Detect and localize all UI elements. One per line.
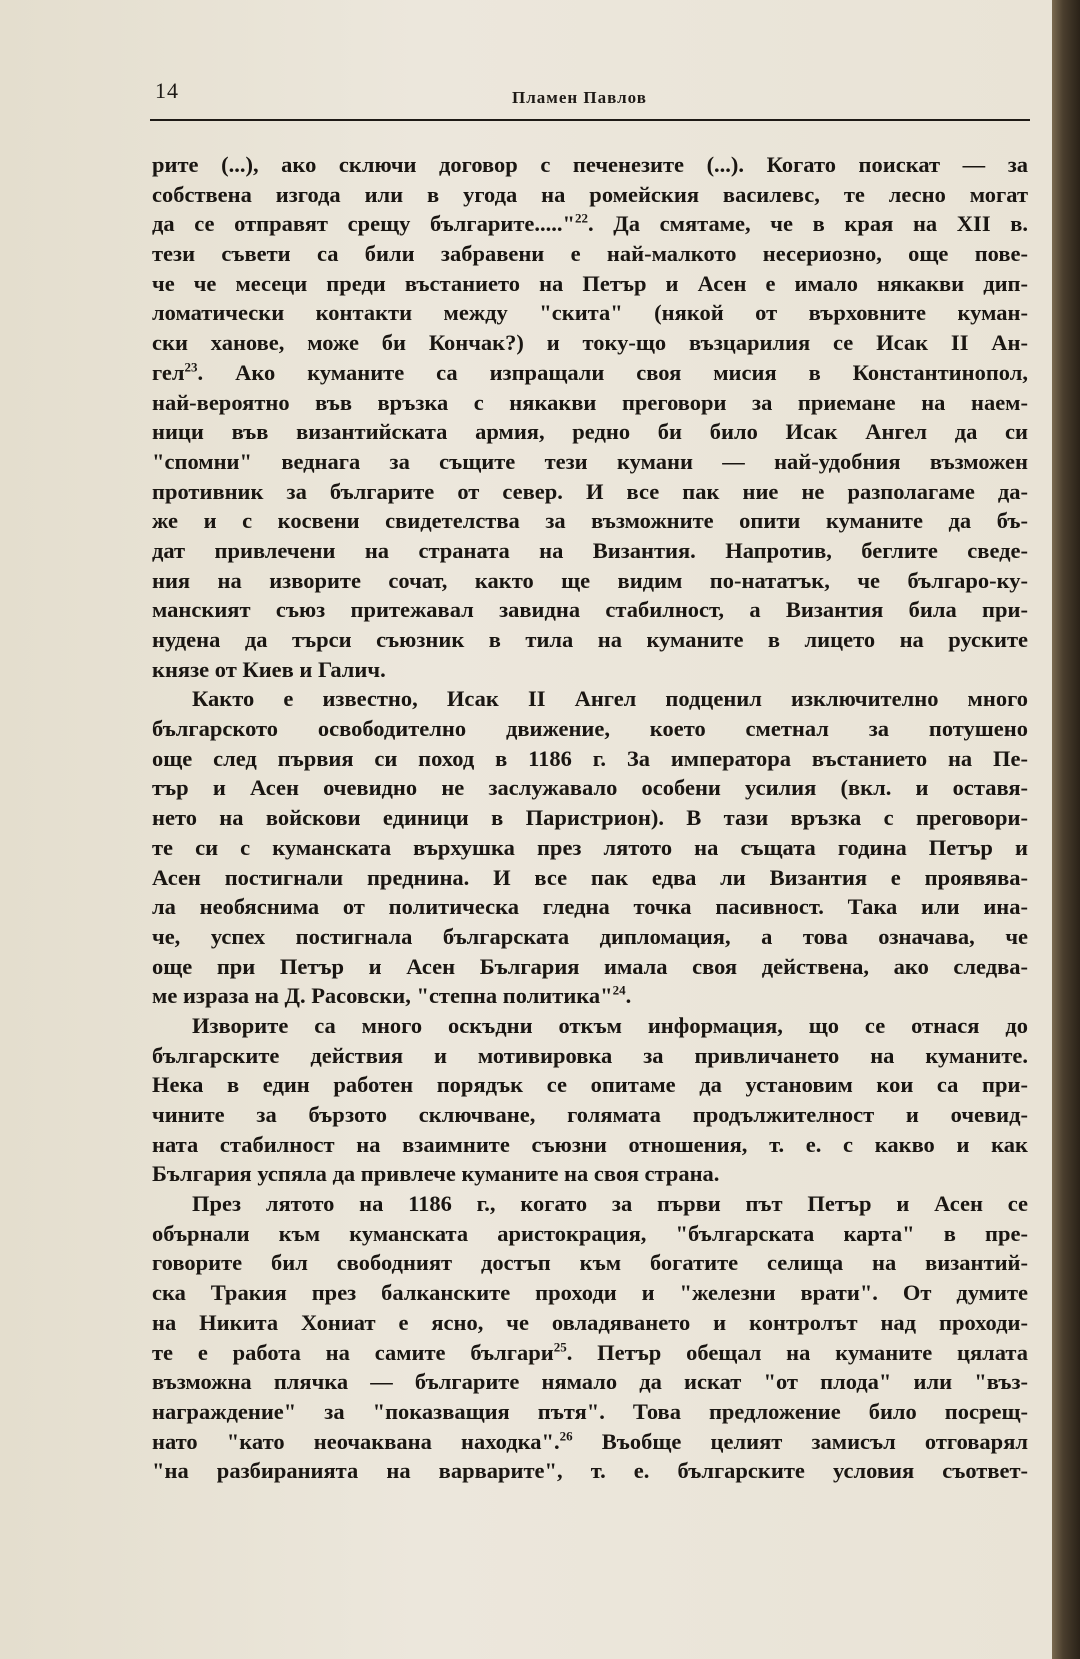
text-line: говорите бил свободният достъп към богатите селища на византий- [152, 1250, 1028, 1276]
text-line: българските действия и мотивировка за привличането на куманите. [152, 1042, 1028, 1068]
text-line: ната стабилност на взаимните съюзни отношения, т. е. с какво и как [152, 1131, 1028, 1157]
header-rule [150, 119, 1030, 121]
footnote-ref: 25 [553, 1339, 567, 1354]
page-edge-shadow [1052, 0, 1080, 1659]
footnote-ref: 26 [559, 1428, 573, 1444]
text-line: тези съвети са били забравени е най-малкото несериозно, още пове- [152, 241, 1028, 267]
text-line: ска Тракия през балканските проходи и "железни врати". От думите [152, 1280, 1028, 1306]
page-number: 14 [155, 78, 179, 103]
text-line: България успяла да привлече куманите на своя страна. [152, 1161, 720, 1187]
text-line: на Никита Хониат е ясно, че овладяването и контролът над проходи- [152, 1309, 1028, 1335]
text-line: дат привлечени на страната на Византия. Напротив, беглите сведе- [152, 537, 1028, 563]
text-line: ници във византийската армия, редно би било Исак Ангел да си [152, 419, 1028, 445]
text-line: те е работа на самите българи$^{25}$. Петър обещал на куманите цялата [152, 1339, 1028, 1365]
text-line: още след първия си поход в 1186 г. За императора въстанието на Пе- [152, 745, 1028, 771]
text-line: князе от Киев и Галич. [152, 656, 386, 682]
text-line: Нека в един работен порядък се опитаме да установим кои са при- [152, 1072, 1028, 1098]
text-line: Както е известно, Исак II Ангел подценил изключително много [192, 686, 1028, 712]
text-line: възможна плячка — българите нямало да искат "от плода" или "въз- [152, 1369, 1028, 1395]
text-line: нето на войскови единици в Паристрион). В тази връзка с преговори- [152, 805, 1028, 831]
text-line: "спомни" веднага за същите тези кумани — най-удобния възможен [152, 448, 1028, 474]
text-line: ме израза на Д. Расовски, "степна политика"$^{24}$. [152, 982, 632, 1009]
footnote-ref: 24 [612, 982, 626, 998]
text-line: ломатически контакти между "скита" (някой от върховните куман- [152, 300, 1028, 326]
text-line: През лятото на 1186 г., когато за първи път Петър и Асен се [192, 1191, 1028, 1217]
text-line: Асен постигнали преднина. И все пак едва ли Византия е проявявa- [152, 864, 1028, 890]
running-head-author: Пламен Павлов [512, 88, 647, 107]
text-line: ски ханове, може би Кончак?) и току-що възцарилия се Исак II Ан- [152, 330, 1028, 356]
footnote-ref: 22 [575, 210, 589, 226]
text-line: българското освободително движение, което сметнал за потушено [152, 716, 1028, 742]
text-line: гел$^{23}$. Ако куманите са изпращали своя мисия в Константинопол, [152, 359, 1028, 385]
text-line: нудена да търси съюзник в тила на куманите в лицето на руските [152, 627, 1028, 652]
text-line: че че месеци преди въстанието на Петър и Асен е имало някакви дип- [152, 270, 1028, 296]
body-text [152, 150, 1028, 1486]
text-line: Изворите са много оскъдни откъм информация, що се отнася до [192, 1012, 1028, 1038]
text-line: да се отправят срещу българите....."$^{22}$. Да смятаме, че в края на XII в. [152, 210, 1028, 237]
text-line: ния на изворите сочат, както ще видим по-нататък, че българо-ку- [152, 567, 1028, 593]
text-line: же и с косвени свидетелства за възможните опити куманите да бъ- [152, 508, 1028, 534]
text-line: чините за бързото сключване, голямата продължителност и очевид- [152, 1102, 1028, 1127]
text-line: рите (...), ако сключи договор с печенезите (...). Когато поискат — за [152, 152, 1028, 177]
text-line: те си с куманската върхушка през лятото на същата година Петър и [152, 834, 1028, 860]
text-line: обърнали към куманската аристокрация, "българската карта" в пре- [152, 1220, 1028, 1246]
text-line: "на разбиранията на варварите", т. е. българските условия съответ- [152, 1458, 1028, 1484]
text-line: ла необяснима от политическа гледна точка пасивност. Така или ина- [152, 894, 1028, 920]
text-line: че, успех постигнала българската дипломация, а това означава, че [152, 923, 1028, 949]
text-line: награждение" за "показващия пътя". Това предложение било посрещ- [152, 1398, 1028, 1424]
text-line: още при Петър и Асен България имала своя действена, ако следва- [152, 953, 1028, 979]
text-line: манският съюз притежавал завидна стабилност, а Византия била при- [152, 597, 1028, 623]
footnote-ref: 23 [184, 359, 198, 375]
text-line: собствена изгода или в угода на ромейския василевс, те лесно могат [152, 181, 1028, 207]
text-line: най-вероятно във връзка с някакви преговори за приемане на наем- [152, 389, 1028, 415]
text-line: тър и Асен очевидно не заслужавало особени усилия (вкл. и оставя- [152, 775, 1028, 801]
text-line: противник за българите от север. И все пак ние не разполагаме да- [152, 478, 1028, 504]
text-line: нато "като неочаквана находка".$^{26}$ Въобще целият замисъл отговарял [152, 1428, 1028, 1454]
